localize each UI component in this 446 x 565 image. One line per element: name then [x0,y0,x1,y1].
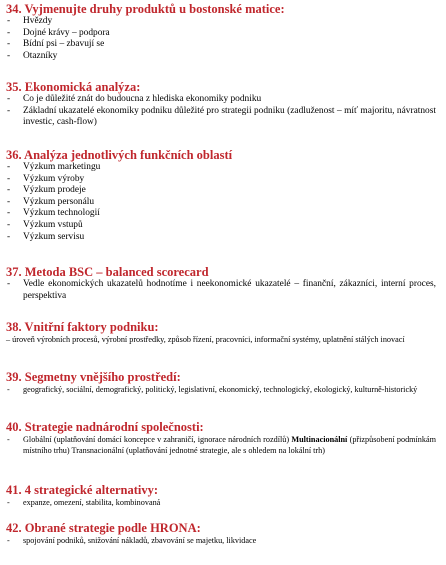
section-40 [6,420,436,457]
text-run: (přizpůsobení podmínkám místního trhu) Transnacionální (uplatňování jednotné strategie, ale s ohledem na lokální trh) [23,435,436,456]
bullet-list [6,16,436,62]
list-item: - Co je důležité znát do budoucna z hlediska ekonomiky podniku [6,94,436,106]
list-item: - Výzkum servisu [6,232,436,244]
list-item: - Výzkum prodeje [6,185,436,197]
bullet-list [6,162,436,243]
list-item: - Výzkum technologií [6,208,436,220]
section-38 [6,320,436,345]
list-item: - Výzkum vstupů [6,220,436,232]
section-37 [6,265,436,302]
list-item [6,434,436,457]
bullet-list [6,434,436,457]
text-run: Globální (uplatňování domácí koncepce v zahraničí, ignorace národních rozdílů) [23,435,292,444]
bullet-list [6,535,436,546]
section-39 [6,370,436,395]
list-item: - Vedle ekonomických ukazatelů hodnotíme i neekonomické ukazatelé – finanční, zákazníci, interní proces, perspektiva [6,279,436,302]
bullet-list [6,384,436,395]
section-heading: 42. Obrané strategie podle HRONA: [6,521,201,535]
list-item: - expanze, omezení, stabilita, kombinovaná [6,497,436,508]
list-item: - Základní ukazatelé ekonomiky podniku důležité pro strategii podniku (zadluženost – míť majoritu, návratnost investic, cash-flow) [6,106,436,129]
paragraph: – úroveň výrobních procesů, výrobní prostředky, způsob řízení, pracovníci, informační systémy, uplatnění stálých inovací [6,335,405,344]
section-heading: 41. 4 strategické alternativy: [6,483,159,497]
list-item: - Hvězdy [6,16,436,28]
section-heading: 34. Vyjmenujte druhy produktů u bostonské matice: [6,2,285,16]
bullet-list [6,497,436,508]
list-item: - Otazníky [6,51,436,63]
bullet-list [6,279,436,302]
list-item: - Bídní psi – zbavují se [6,39,436,51]
list-item: - Výzkum výroby [6,174,436,186]
list-item: - geografický, sociální, demografický, politický, legislativní, ekonomický, technologický, ekologický, kulturně-historický [6,384,436,395]
section-heading: 40. Strategie nadnárodní společnosti: [6,420,204,434]
section-36 [6,148,436,243]
section-heading: 37. Metoda BSC – balanced scorecard [6,265,209,279]
bold-term: Multinacionální [291,435,348,444]
bullet-list [6,94,436,129]
section-heading: 38. Vnitřní faktory podniku: [6,320,159,334]
list-item: - Výzkum personálu [6,197,436,209]
list-item: - spojování podniků, snižování nákladů, zbavování se majetku, likvidace [6,535,436,546]
section-35 [6,80,436,129]
list-item: - Výzkum marketingu [6,162,436,174]
section-42 [6,521,436,546]
section-heading: 35. Ekonomická analýza: [6,80,141,94]
section-heading: 39. Segmetny vnějšího prostředí: [6,370,181,384]
section-heading: 36. Analýza jednotlivých funkčních oblastí [6,148,233,162]
section-34 [6,2,436,62]
list-item: - Dojné krávy – podpora [6,28,436,40]
section-41 [6,483,436,508]
